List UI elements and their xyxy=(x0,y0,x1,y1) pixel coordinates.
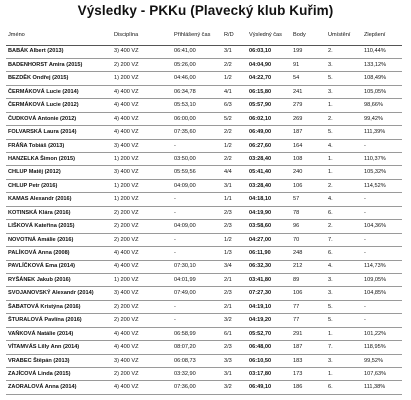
cell-rd: 4/4 xyxy=(222,166,247,179)
cell-rd: 2/2 xyxy=(222,58,247,71)
cell-rd: 4/1 xyxy=(222,85,247,98)
cell-points: 199 xyxy=(291,45,326,58)
table-row xyxy=(6,166,402,179)
table-row xyxy=(6,287,402,300)
cell-discipline: 1) 200 VZ xyxy=(112,153,172,166)
cell-rank: 7. xyxy=(326,341,362,354)
cell-points: 186 xyxy=(291,381,326,394)
cell-rank: 5. xyxy=(326,300,362,313)
cell-result-time: 06:48,00 xyxy=(247,341,291,354)
cell-improvement: - xyxy=(362,300,402,313)
cell-improvement: 118,95% xyxy=(362,341,402,354)
cell-name: RYŠÁNEK Jakub (2016) xyxy=(6,273,112,286)
cell-rank: 6. xyxy=(326,206,362,219)
col-header-rd: R/D xyxy=(222,25,247,45)
cell-result-time: 07:27,30 xyxy=(247,287,291,300)
cell-points: 279 xyxy=(291,99,326,112)
cell-rd: 2/3 xyxy=(222,287,247,300)
cell-points: 269 xyxy=(291,112,326,125)
cell-improvement: - xyxy=(362,193,402,206)
cell-discipline: 2) 200 VZ xyxy=(112,368,172,381)
cell-discipline: 3) 400 VZ xyxy=(112,166,172,179)
cell-result-time: 05:57,90 xyxy=(247,99,291,112)
cell-points: 187 xyxy=(291,126,326,139)
cell-result-time: 04:19,90 xyxy=(247,206,291,219)
cell-rd: 2/1 xyxy=(222,300,247,313)
cell-rd: 2/2 xyxy=(222,153,247,166)
cell-result-time: 06:11,90 xyxy=(247,247,291,260)
cell-improvement: - xyxy=(362,314,402,327)
cell-discipline: 4) 400 VZ xyxy=(112,381,172,394)
cell-discipline: 4) 400 VZ xyxy=(112,327,172,340)
cell-points: 248 xyxy=(291,247,326,260)
cell-points: 240 xyxy=(291,166,326,179)
cell-registered-time: 04:09,00 xyxy=(172,179,222,192)
cell-rd: 5/2 xyxy=(222,112,247,125)
cell-points: 183 xyxy=(291,354,326,367)
cell-name: BABÁK Albert (2013) xyxy=(6,45,112,58)
cell-rank: 4. xyxy=(326,139,362,152)
cell-rd: 3/2 xyxy=(222,381,247,394)
cell-result-time: 04:27,00 xyxy=(247,233,291,246)
cell-rank: 2. xyxy=(326,220,362,233)
cell-rd: 2/1 xyxy=(222,273,247,286)
cell-name: ZAJÍCOVÁ Linda (2015) xyxy=(6,368,112,381)
cell-rd: 1/2 xyxy=(222,233,247,246)
header-row xyxy=(6,25,402,45)
cell-discipline: 1) 200 VZ xyxy=(112,273,172,286)
cell-registered-time: 06:34,78 xyxy=(172,85,222,98)
col-header-improvement: Zlepšení xyxy=(362,25,402,45)
cell-name: PAVLÍČKOVÁ Ema (2014) xyxy=(6,260,112,273)
page-title: Výsledky - PKKu (Plavecký klub Kuřim) xyxy=(77,3,334,18)
cell-discipline: 1) 200 VZ xyxy=(112,193,172,206)
cell-discipline: 3) 400 VZ xyxy=(112,139,172,152)
cell-points: 77 xyxy=(291,314,326,327)
cell-rd: 2/2 xyxy=(222,126,247,139)
cell-result-time: 03:28,40 xyxy=(247,153,291,166)
cell-name: VRABEC Štěpán (2013) xyxy=(6,354,112,367)
cell-name: ŠTURALOVÁ Pavlína (2016) xyxy=(6,314,112,327)
cell-rank: 1. xyxy=(326,368,362,381)
cell-discipline: 4) 400 VZ xyxy=(112,341,172,354)
table-row xyxy=(6,99,402,112)
cell-rd: 3/4 xyxy=(222,260,247,273)
cell-name: ŠABATOVÁ Kristýna (2016) xyxy=(6,300,112,313)
cell-rank: 3. xyxy=(326,287,362,300)
cell-points: 106 xyxy=(291,287,326,300)
cell-result-time: 03:17,80 xyxy=(247,368,291,381)
cell-registered-time: 07:30,10 xyxy=(172,260,222,273)
cell-registered-time: 06:00,00 xyxy=(172,112,222,125)
cell-registered-time: 04:46,00 xyxy=(172,72,222,85)
cell-name: SVOJANOVSKÝ Alexandr (2014) xyxy=(6,287,112,300)
table-row xyxy=(6,72,402,85)
cell-registered-time: 03:50,00 xyxy=(172,153,222,166)
cell-rank: 5. xyxy=(326,126,362,139)
cell-name: CHLUP Matěj (2012) xyxy=(6,166,112,179)
cell-rank: 1. xyxy=(326,153,362,166)
cell-discipline: 2) 200 VZ xyxy=(112,58,172,71)
cell-rank: 5. xyxy=(326,314,362,327)
cell-registered-time: 05:26,00 xyxy=(172,58,222,71)
table-row xyxy=(6,139,402,152)
cell-registered-time: 07:35,60 xyxy=(172,126,222,139)
cell-rd: 3/2 xyxy=(222,314,247,327)
cell-improvement: 99,52% xyxy=(362,354,402,367)
cell-rank: 7. xyxy=(326,233,362,246)
cell-rank: 4. xyxy=(326,193,362,206)
cell-rank: 6. xyxy=(326,381,362,394)
cell-registered-time: - xyxy=(172,314,222,327)
cell-registered-time: - xyxy=(172,193,222,206)
cell-improvement: - xyxy=(362,247,402,260)
cell-name: FOLVARSKÁ Laura (2014) xyxy=(6,126,112,139)
cell-result-time: 06:02,10 xyxy=(247,112,291,125)
cell-discipline: 2) 200 VZ xyxy=(112,206,172,219)
cell-rd: 3/1 xyxy=(222,179,247,192)
cell-name: BADENHORST Amira (2015) xyxy=(6,58,112,71)
cell-name: VAŇKOVÁ Natálie (2014) xyxy=(6,327,112,340)
cell-discipline: 4) 400 VZ xyxy=(112,260,172,273)
cell-improvement: 105,05% xyxy=(362,85,402,98)
cell-registered-time: - xyxy=(172,233,222,246)
cell-result-time: 06:49,00 xyxy=(247,126,291,139)
cell-points: 173 xyxy=(291,368,326,381)
cell-result-time: 05:52,70 xyxy=(247,327,291,340)
cell-result-time: 03:41,80 xyxy=(247,273,291,286)
cell-discipline: 1) 200 VZ xyxy=(112,179,172,192)
cell-improvement: 107,63% xyxy=(362,368,402,381)
table-row xyxy=(6,354,402,367)
cell-name: ČERMÁKOVÁ Lucie (2014) xyxy=(6,85,112,98)
cell-name: HANZELKA Šimon (2015) xyxy=(6,153,112,166)
table-body xyxy=(6,45,402,394)
cell-name: PALÍKOVÁ Anna (2008) xyxy=(6,247,112,260)
cell-rd: 2/3 xyxy=(222,220,247,233)
cell-result-time: 06:27,60 xyxy=(247,139,291,152)
cell-improvement: 110,37% xyxy=(362,153,402,166)
cell-rd: 3/3 xyxy=(222,354,247,367)
cell-improvement: - xyxy=(362,139,402,152)
cell-discipline: 2) 200 VZ xyxy=(112,314,172,327)
cell-result-time: 04:18,10 xyxy=(247,193,291,206)
cell-points: 89 xyxy=(291,273,326,286)
cell-discipline: 4) 400 VZ xyxy=(112,85,172,98)
cell-points: 106 xyxy=(291,179,326,192)
table-row xyxy=(6,247,402,260)
cell-registered-time: 04:09,00 xyxy=(172,220,222,233)
cell-name: ČERMÁKOVÁ Lucie (2012) xyxy=(6,99,112,112)
cell-points: 91 xyxy=(291,58,326,71)
table-row xyxy=(6,112,402,125)
cell-name: LIŠKOVÁ Kateřina (2015) xyxy=(6,220,112,233)
table-row xyxy=(6,153,402,166)
cell-discipline: 3) 400 VZ xyxy=(112,45,172,58)
cell-discipline: 2) 200 VZ xyxy=(112,220,172,233)
cell-improvement: 114,52% xyxy=(362,179,402,192)
cell-improvement: 104,36% xyxy=(362,220,402,233)
cell-name: CHLUP Petr (2016) xyxy=(6,179,112,192)
cell-registered-time: 05:53,10 xyxy=(172,99,222,112)
cell-improvement: 105,32% xyxy=(362,166,402,179)
cell-result-time: 03:28,40 xyxy=(247,179,291,192)
cell-discipline: 4) 400 VZ xyxy=(112,99,172,112)
cell-registered-time: 06:41,00 xyxy=(172,45,222,58)
cell-name: ČUDKOVÁ Antonie (2012) xyxy=(6,112,112,125)
cell-discipline: 4) 400 VZ xyxy=(112,126,172,139)
table-row xyxy=(6,327,402,340)
cell-registered-time: 05:59,56 xyxy=(172,166,222,179)
cell-result-time: 06:10,50 xyxy=(247,354,291,367)
cell-rank: 6. xyxy=(326,247,362,260)
col-header-name: Jméno xyxy=(6,25,112,45)
table-row xyxy=(6,179,402,192)
table-row xyxy=(6,260,402,273)
cell-improvement: 108,49% xyxy=(362,72,402,85)
results-table xyxy=(6,25,402,395)
cell-improvement: - xyxy=(362,233,402,246)
cell-points: 54 xyxy=(291,72,326,85)
cell-name: FRÁŇA Tobiáš (2013) xyxy=(6,139,112,152)
cell-name: NOVOTNÁ Amálie (2016) xyxy=(6,233,112,246)
cell-registered-time: 07:49,00 xyxy=(172,287,222,300)
cell-registered-time: - xyxy=(172,247,222,260)
table-row xyxy=(6,58,402,71)
cell-rd: 2/3 xyxy=(222,206,247,219)
table-row xyxy=(6,206,402,219)
cell-points: 70 xyxy=(291,233,326,246)
cell-rd: 6/1 xyxy=(222,327,247,340)
cell-rd: 1/1 xyxy=(222,193,247,206)
cell-registered-time: 06:08,73 xyxy=(172,354,222,367)
cell-registered-time: - xyxy=(172,139,222,152)
cell-improvement: 104,85% xyxy=(362,287,402,300)
cell-rank: 5. xyxy=(326,72,362,85)
cell-rank: 2. xyxy=(326,112,362,125)
table-row xyxy=(6,193,402,206)
cell-name: KOTINSKÁ Klára (2016) xyxy=(6,206,112,219)
cell-rd: 1/3 xyxy=(222,247,247,260)
table-row xyxy=(6,314,402,327)
col-header-rank: Umístění xyxy=(326,25,362,45)
table-row xyxy=(6,85,402,98)
cell-discipline: 2) 200 VZ xyxy=(112,300,172,313)
cell-result-time: 06:03,10 xyxy=(247,45,291,58)
cell-rank: 1. xyxy=(326,327,362,340)
cell-rd: 6/3 xyxy=(222,99,247,112)
cell-improvement: 111,39% xyxy=(362,126,402,139)
table-row xyxy=(6,126,402,139)
cell-points: 108 xyxy=(291,153,326,166)
cell-rank: 2. xyxy=(326,45,362,58)
cell-rank: 1. xyxy=(326,99,362,112)
cell-rank: 3. xyxy=(326,58,362,71)
cell-rank: 1. xyxy=(326,166,362,179)
cell-discipline: 4) 400 VZ xyxy=(112,247,172,260)
cell-points: 187 xyxy=(291,341,326,354)
cell-improvement: 111,38% xyxy=(362,381,402,394)
cell-name: VÍTAMVÁS Lilly Ann (2014) xyxy=(6,341,112,354)
cell-points: 78 xyxy=(291,206,326,219)
cell-points: 96 xyxy=(291,220,326,233)
cell-rd: 1/2 xyxy=(222,139,247,152)
cell-result-time: 06:49,10 xyxy=(247,381,291,394)
cell-result-time: 04:19,20 xyxy=(247,314,291,327)
cell-improvement: 98,66% xyxy=(362,99,402,112)
cell-name: ZAORALOVÁ Anna (2014) xyxy=(6,381,112,394)
cell-rank: 4. xyxy=(326,260,362,273)
table-row xyxy=(6,368,402,381)
col-header-result-time: Výsledný čas xyxy=(247,25,291,45)
cell-improvement: 133,12% xyxy=(362,58,402,71)
col-header-points: Body xyxy=(291,25,326,45)
cell-points: 291 xyxy=(291,327,326,340)
cell-rd: 3/1 xyxy=(222,45,247,58)
cell-result-time: 03:58,60 xyxy=(247,220,291,233)
cell-registered-time: - xyxy=(172,300,222,313)
cell-rd: 3/1 xyxy=(222,368,247,381)
cell-result-time: 06:32,30 xyxy=(247,260,291,273)
cell-improvement: 109,05% xyxy=(362,273,402,286)
cell-name: BEZDĚK Ondřej (2015) xyxy=(6,72,112,85)
cell-result-time: 04:04,90 xyxy=(247,58,291,71)
col-header-registered-time: Přihlášený čas xyxy=(172,25,222,45)
cell-rank: 3. xyxy=(326,354,362,367)
cell-rd: 2/3 xyxy=(222,341,247,354)
cell-registered-time: - xyxy=(172,206,222,219)
table-row xyxy=(6,273,402,286)
table-row xyxy=(6,233,402,246)
cell-points: 164 xyxy=(291,139,326,152)
cell-rd: 1/2 xyxy=(222,72,247,85)
cell-registered-time: 08:07,20 xyxy=(172,341,222,354)
cell-result-time: 04:22,70 xyxy=(247,72,291,85)
cell-registered-time: 06:58,99 xyxy=(172,327,222,340)
cell-result-time: 06:15,80 xyxy=(247,85,291,98)
table-row xyxy=(6,300,402,313)
cell-improvement: - xyxy=(362,206,402,219)
cell-registered-time: 07:36,00 xyxy=(172,381,222,394)
cell-registered-time: 03:32,90 xyxy=(172,368,222,381)
table-row xyxy=(6,341,402,354)
cell-discipline: 3) 400 VZ xyxy=(112,354,172,367)
table-row xyxy=(6,220,402,233)
cell-result-time: 04:19,10 xyxy=(247,300,291,313)
cell-improvement: 101,22% xyxy=(362,327,402,340)
cell-rank: 3. xyxy=(326,85,362,98)
cell-result-time: 05:41,40 xyxy=(247,166,291,179)
cell-rank: 2. xyxy=(326,179,362,192)
table-row xyxy=(6,381,402,394)
table-header xyxy=(6,25,402,45)
cell-discipline: 2) 200 VZ xyxy=(112,233,172,246)
cell-name: KAMAS Alexandr (2016) xyxy=(6,193,112,206)
cell-points: 241 xyxy=(291,85,326,98)
cell-points: 77 xyxy=(291,300,326,313)
cell-points: 212 xyxy=(291,260,326,273)
cell-rank: 3. xyxy=(326,273,362,286)
cell-improvement: 110,44% xyxy=(362,45,402,58)
table-row xyxy=(6,45,402,58)
col-header-discipline: Disciplína xyxy=(112,25,172,45)
cell-discipline: 1) 200 VZ xyxy=(112,72,172,85)
cell-registered-time: 04:01,99 xyxy=(172,273,222,286)
cell-discipline: 4) 400 VZ xyxy=(112,112,172,125)
cell-improvement: 99,42% xyxy=(362,112,402,125)
cell-points: 57 xyxy=(291,193,326,206)
cell-discipline: 3) 400 VZ xyxy=(112,287,172,300)
cell-improvement: 114,73% xyxy=(362,260,402,273)
